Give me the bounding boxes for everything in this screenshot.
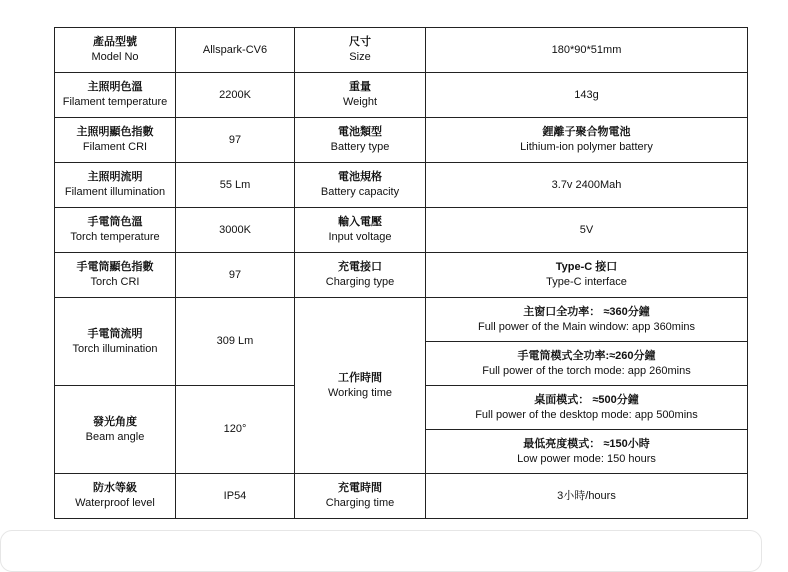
label-zh: 重量	[349, 81, 371, 93]
table-row	[55, 163, 748, 208]
label-cell	[55, 118, 176, 163]
value-cell: Allspark-CV6	[176, 28, 295, 73]
value-cell	[426, 118, 748, 163]
label-zh: 尺寸	[349, 36, 371, 48]
label-en: Charging time	[325, 497, 395, 509]
mode-zh: 桌面模式： ≈500分鐘	[534, 393, 639, 406]
label-zh: 輸入電壓	[338, 216, 382, 228]
value-cell: 309 Lm	[176, 298, 295, 386]
working-mode-cell	[426, 386, 748, 430]
table-row	[55, 118, 748, 163]
mode-zh: 最低亮度模式： ≈150小時	[523, 437, 650, 450]
table-row	[55, 298, 748, 342]
table-row	[55, 253, 748, 298]
value-cell: 5V	[426, 208, 748, 253]
label-cell	[55, 163, 176, 208]
label-en: Torch CRI	[90, 276, 140, 288]
table-row	[55, 474, 748, 519]
label-zh: 手電筒顯色指數	[76, 261, 154, 273]
label-en: Filament temperature	[62, 96, 168, 108]
label-en: Filament illumination	[64, 186, 166, 198]
value-cell: 97	[176, 253, 295, 298]
label-cell	[295, 253, 426, 298]
working-mode-cell	[426, 430, 748, 474]
label-zh: 充電接口	[338, 261, 382, 273]
label-zh: 防水等級	[93, 482, 137, 494]
label-en: Input voltage	[328, 231, 392, 243]
value-cell: 97	[176, 118, 295, 163]
label-en: Waterproof level	[75, 497, 155, 509]
working-mode-cell	[426, 342, 748, 386]
label-en: Charging type	[325, 276, 395, 288]
value-zh: 鋰離子聚合物電池	[542, 126, 631, 138]
value-cell: 180*90*51mm	[426, 28, 748, 73]
label-cell	[295, 118, 426, 163]
value-cell: 120°	[176, 386, 295, 474]
value-cell: 3小時/hours	[426, 474, 748, 519]
spec-table	[54, 27, 748, 519]
label-cell	[55, 253, 176, 298]
label-cell	[295, 298, 426, 474]
label-cell	[55, 73, 176, 118]
label-zh: 手電筒流明	[87, 327, 143, 340]
value-en: Type-C interface	[546, 276, 627, 288]
label-en: Battery type	[330, 141, 390, 153]
label-zh: 電池規格	[338, 171, 382, 183]
mode-zh: 主窗口全功率： ≈360分鐘	[523, 305, 650, 318]
value-zh: Type-C 接口	[555, 261, 618, 273]
label-en: Battery capacity	[320, 186, 400, 198]
bottom-panel	[0, 530, 762, 572]
label-cell	[295, 474, 426, 519]
table-row	[55, 73, 748, 118]
label-zh: 手電筒色溫	[87, 216, 143, 228]
label-cell	[55, 298, 176, 386]
mode-en: Full power of the Main window: app 360mins	[477, 320, 696, 333]
value-cell	[426, 253, 748, 298]
label-en: Working time	[328, 386, 392, 399]
label-en: Weight	[342, 96, 378, 108]
label-zh: 工作時間	[338, 371, 382, 384]
label-cell	[295, 163, 426, 208]
value-cell: 3.7v 2400Mah	[426, 163, 748, 208]
label-en: Filament CRI	[82, 141, 148, 153]
label-en: Size	[349, 51, 371, 63]
label-zh: 產品型號	[93, 36, 137, 48]
label-zh: 主照明色溫	[87, 81, 143, 93]
label-cell	[295, 208, 426, 253]
label-cell	[55, 474, 176, 519]
label-zh: 充電時間	[338, 482, 382, 494]
mode-zh: 手電筒模式全功率:≈260分鐘	[517, 349, 656, 362]
label-zh: 主照明顯色指數	[76, 126, 154, 138]
label-zh: 發光角度	[93, 415, 137, 428]
value-cell: 55 Lm	[176, 163, 295, 208]
value-cell: 2200K	[176, 73, 295, 118]
label-cell	[55, 386, 176, 474]
label-zh: 主照明流明	[87, 171, 143, 183]
value-cell: 3000K	[176, 208, 295, 253]
mode-en: Low power mode: 150 hours	[517, 452, 656, 465]
table-row	[55, 208, 748, 253]
label-en: Torch illumination	[72, 342, 158, 355]
value-cell: 143g	[426, 73, 748, 118]
working-mode-cell	[426, 298, 748, 342]
label-cell	[55, 208, 176, 253]
label-en: Model No	[91, 51, 139, 63]
mode-en: Full power of the torch mode: app 260mins	[482, 364, 691, 377]
label-cell	[55, 28, 176, 73]
value-en: Lithium-ion polymer battery	[520, 141, 653, 153]
value-cell: IP54	[176, 474, 295, 519]
table-row	[55, 28, 748, 73]
label-cell	[295, 28, 426, 73]
label-zh: 電池類型	[338, 126, 382, 138]
mode-en: Full power of the desktop mode: app 500mins	[475, 408, 698, 421]
label-en: Torch temperature	[70, 231, 160, 243]
label-cell	[295, 73, 426, 118]
label-en: Beam angle	[85, 430, 145, 443]
